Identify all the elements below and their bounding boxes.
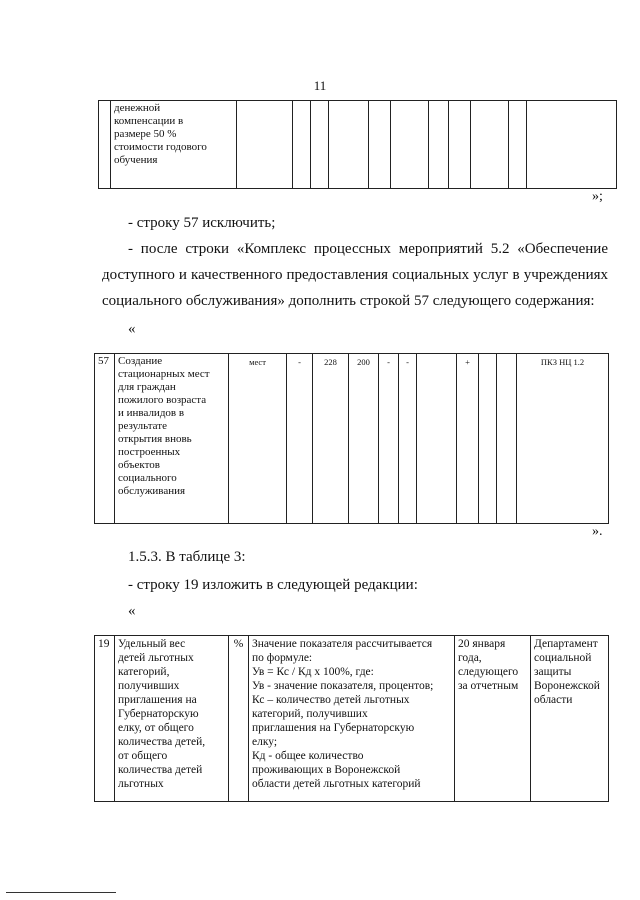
unit: мест: [229, 354, 287, 524]
table-top-fragment: [98, 100, 617, 189]
open-quote-2: «: [128, 603, 136, 619]
paragraph-2-line-2: доступного и качественного предоставления социальных услуг в учреждениях: [102, 267, 608, 283]
unit: %: [229, 636, 249, 802]
value-8: [479, 354, 497, 524]
department: Департамент социальной защиты Воронежской области: [531, 636, 609, 802]
formula: Значение показателя рассчитывается по формуле: Ув = Кс / Кд х 100%, где: Ув - значение показателя, процентов; Кс – количество детей льготных категорий, получивших приглашения на Губернаторскую елку; Кд - общее количество проживающих в Воронежской области детей льготных категорий: [249, 636, 455, 802]
page-number: 11: [313, 78, 327, 93]
table-row-19: [94, 635, 609, 802]
cell-text: денежной компенсации в размере 50 % стоимости годового обучения: [111, 101, 237, 189]
value-7: +: [457, 354, 479, 524]
open-quote: «: [128, 321, 136, 337]
paragraph-3: 1.5.3. В таблице 3:: [128, 549, 246, 565]
cell-empty: [99, 101, 111, 189]
paragraph-4: - строку 19 изложить в следующей редакции:: [128, 577, 418, 593]
paragraph-2-line-3: социального обслуживания» дополнить строкой 57 следующего содержания:: [102, 293, 595, 309]
value-4: -: [379, 354, 399, 524]
close-quote-2: ».: [592, 524, 603, 539]
value-3: 200: [349, 354, 379, 524]
footer-line: [6, 892, 116, 893]
value-9: [497, 354, 517, 524]
deadline: 20 января года, следующего за отчетным: [455, 636, 531, 802]
row-name: Удельный вес детей льготных категорий, получивших приглашения на Губернаторскую елку, от общего количества детей, от общего количества детей льготных: [115, 636, 229, 802]
value-6: [417, 354, 457, 524]
paragraph-2-line-1: - после строки «Комплекс процессных мероприятий 5.2 «Обеспечение: [128, 241, 608, 257]
close-quote: »;: [592, 189, 603, 204]
row-number: 19: [95, 636, 115, 802]
paragraph-1: - строку 57 исключить;: [128, 215, 276, 231]
value-2: 228: [313, 354, 349, 524]
value-1: -: [287, 354, 313, 524]
row-number: 57: [95, 354, 115, 524]
row-name: Создание стационарных мест для граждан пожилого возраста и инвалидов в результате открытия вновь построенных объектов социального обслуживания: [115, 354, 229, 524]
table-row-57: [94, 353, 609, 524]
value-5: -: [399, 354, 417, 524]
code: ПКЗ НЦ 1.2: [517, 354, 609, 524]
